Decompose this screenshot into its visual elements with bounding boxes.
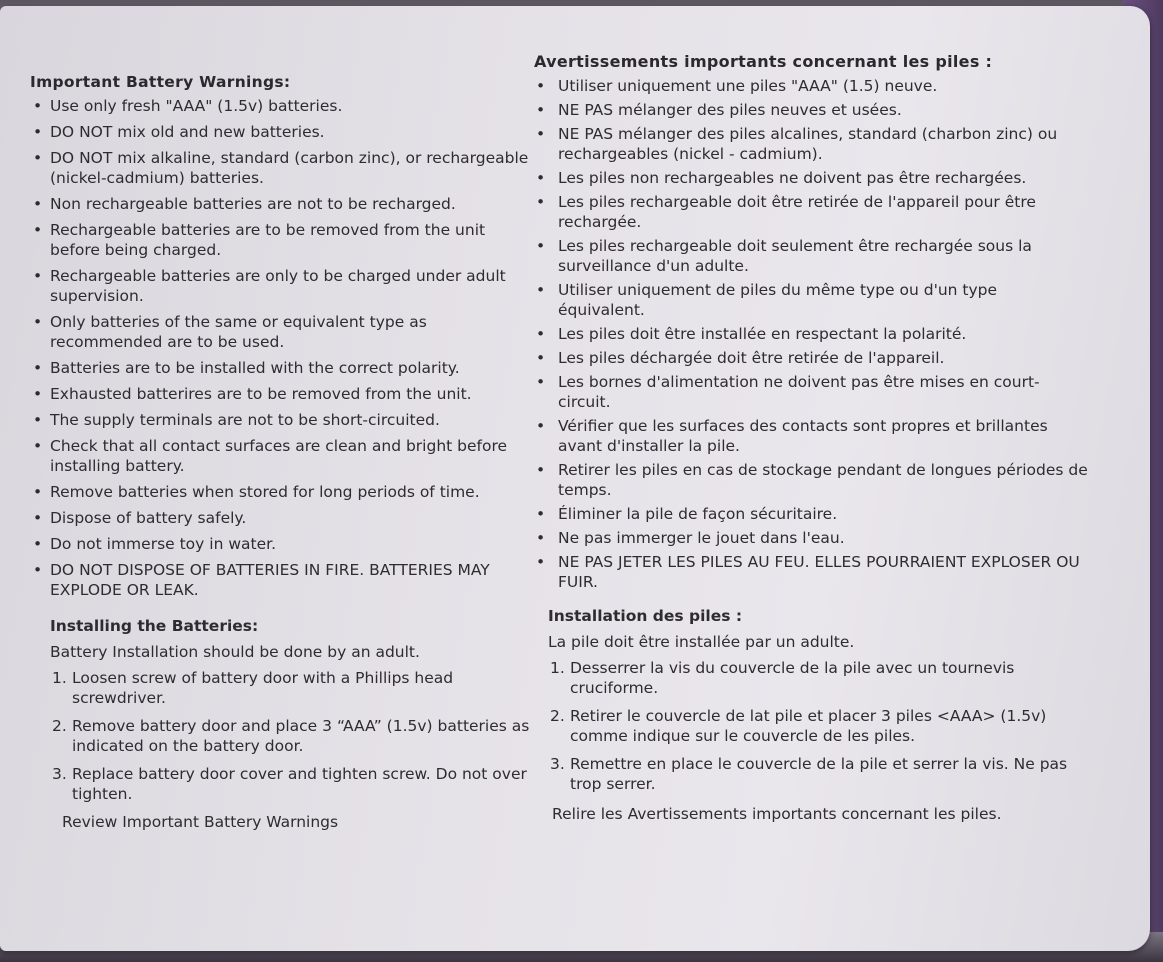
warning-item: • Non rechargeable batteries are not to be recharged. <box>30 194 530 214</box>
step-number: 2. <box>52 717 67 735</box>
warnings-heading-fr: Avertissements importants concernant les piles : <box>534 52 993 71</box>
warning-item: • NE PAS mélanger des piles neuves et usées. <box>528 100 1088 120</box>
install-steps-fr <box>528 658 1088 794</box>
warning-item: • Les piles non rechargeables ne doivent pas être rechargées. <box>528 168 1088 188</box>
warning-item: • Les piles déchargée doit être retirée de l'appareil. <box>528 348 1088 368</box>
step-text: Retirer le couvercle de lat pile et placer 3 piles <AAA> (1.5v) comme indique sur le couvercle de les piles. <box>570 707 1047 745</box>
install-step <box>30 764 530 804</box>
warnings-heading-en: Important Battery Warnings: <box>30 73 291 91</box>
warning-item: • Remove batteries when stored for long periods of time. <box>30 482 530 502</box>
warning-item: • Use only fresh "AAA" (1.5v) batteries. <box>30 96 530 116</box>
warning-item: • Batteries are to be installed with the correct polarity. <box>30 358 530 378</box>
warning-item: • Ne pas immerger le jouet dans l'eau. <box>528 528 1088 548</box>
warning-item: • Utiliser uniquement une piles "AAA" (1.5) neuve. <box>528 76 1088 96</box>
warning-item: • Rechargeable batteries are only to be charged under adult supervision. <box>30 266 530 306</box>
warning-item: • Do not immerse toy in water. <box>30 534 530 554</box>
warning-item: • Exhausted batterires are to be removed from the unit. <box>30 384 530 404</box>
review-note-fr: Relire les Avertissements importants concernant les piles. <box>552 805 1002 823</box>
warning-item: • Retirer les piles en cas de stockage pendant de longues périodes de temps. <box>528 460 1088 500</box>
english-column <box>30 72 530 832</box>
step-text: Remettre en place le couvercle de la pile et serrer la vis. Ne pas trop serrer. <box>570 755 1068 793</box>
install-steps-en <box>30 668 530 804</box>
warning-item: • The supply terminals are not to be short-circuited. <box>30 410 530 430</box>
install-step <box>30 716 530 756</box>
warning-item: • Rechargeable batteries are to be removed from the unit before being charged. <box>30 220 530 260</box>
step-text: Remove battery door and place 3 “AAA” (1.5v) batteries as indicated on the battery door. <box>72 717 530 755</box>
warning-item: • Éliminer la pile de façon sécuritaire. <box>528 504 1088 524</box>
warning-item: • Les piles rechargeable doit seulement être rechargée sous la surveillance d'un adulte. <box>528 236 1088 276</box>
step-number: 3. <box>52 765 67 783</box>
warning-item: • Vérifier que les surfaces des contacts sont propres et brillantes avant d'installer la pile. <box>528 416 1088 456</box>
step-number: 3. <box>550 755 565 773</box>
warning-item: • NE PAS JETER LES PILES AU FEU. ELLES POURRAIENT EXPLOSER OU FUIR. <box>528 552 1088 592</box>
warnings-list-fr <box>528 76 1088 592</box>
warning-item: • Check that all contact surfaces are clean and bright before installing battery. <box>30 436 530 476</box>
install-step <box>30 668 530 708</box>
install-step <box>528 754 1088 794</box>
review-note-en: Review Important Battery Warnings <box>62 813 339 831</box>
battery-warning-label <box>0 6 1150 951</box>
warning-item: • Only batteries of the same or equivalent type as recommended are to be used. <box>30 312 530 352</box>
warning-item: • NE PAS mélanger des piles alcalines, standard (charbon zinc) ou rechargeables (nickel - cadmium). <box>528 124 1088 164</box>
warning-item: • Les piles rechargeable doit être retirée de l'appareil pour être rechargée. <box>528 192 1088 232</box>
install-heading-fr: Installation des piles : <box>548 607 743 625</box>
warning-item: • Dispose of battery safely. <box>30 508 530 528</box>
step-text: Replace battery door cover and tighten screw. Do not over tighten. <box>72 765 527 803</box>
warnings-list-en <box>30 96 530 600</box>
warning-item: • DO NOT DISPOSE OF BATTERIES IN FIRE. BATTERIES MAY EXPLODE OR LEAK. <box>30 560 530 600</box>
warning-item: • Les piles doit être installée en respectant la polarité. <box>528 324 1088 344</box>
step-number: 2. <box>550 707 565 725</box>
install-step <box>528 706 1088 746</box>
warning-item: • DO NOT mix old and new batteries. <box>30 122 530 142</box>
install-intro-fr: La pile doit être installée par un adulte. <box>548 633 855 651</box>
warning-item: • DO NOT mix alkaline, standard (carbon zinc), or rechargeable (nickel-cadmium) batteries. <box>30 148 530 188</box>
step-number: 1. <box>550 659 565 677</box>
french-column <box>528 52 1088 824</box>
step-number: 1. <box>52 669 67 687</box>
step-text: Loosen screw of battery door with a Phillips head screwdriver. <box>72 669 454 707</box>
install-intro-en: Battery Installation should be done by an adult. <box>50 643 420 661</box>
warning-item: • Utiliser uniquement de piles du même type ou d'un type équivalent. <box>528 280 1088 320</box>
step-text: Desserrer la vis du couvercle de la pile avec un tournevis cruciforme. <box>570 659 1015 697</box>
warning-item: • Les bornes d'alimentation ne doivent pas être mises en court-circuit. <box>528 372 1088 412</box>
install-step <box>528 658 1088 698</box>
install-heading-en: Installing the Batteries: <box>50 617 259 635</box>
